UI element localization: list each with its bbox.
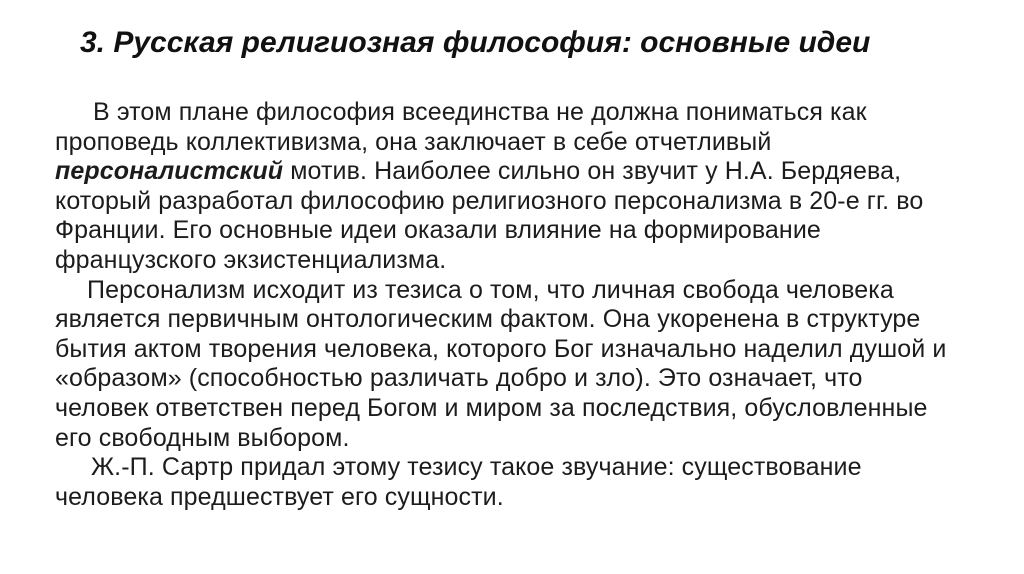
- slide-title: 3. Русская религиозная философия: основные идеи: [80, 26, 871, 59]
- paragraph-1-line-3: [55, 157, 1015, 187]
- paragraph-1: [55, 98, 1015, 276]
- paragraph-2-line-3: бытия актом творения человека, которого Бог изначально наделил душой и: [55, 334, 947, 363]
- paragraph-3-line-2: человека предшествует его сущности.: [55, 482, 504, 511]
- paragraph-1-line-5: Франции. Его основные идеи оказали влияние на формирование: [55, 216, 821, 245]
- personalist-emphasis: персоналистский: [55, 157, 284, 186]
- paragraph-2-line-5: человек ответствен перед Богом и миром за последствия, обусловленные: [55, 393, 928, 422]
- paragraph-1-line-2: проповедь коллективизма, она заключает в себе отчетливый: [55, 127, 772, 156]
- paragraph-3: [55, 453, 1015, 512]
- slide-body: [55, 98, 1015, 512]
- paragraph-2-line-4: «образом» (способностью различать добро и зло). Это означает, что: [55, 364, 863, 393]
- paragraph-3-line-1: Ж.-П. Сартр придал этому тезису такое звучание: существование: [91, 453, 862, 482]
- paragraph-1-line-1: В этом плане философия всеединства не должна пониматься как: [93, 98, 867, 126]
- paragraph-2: [55, 276, 1015, 454]
- paragraph-1-line-3-rest: мотив. Наиболее сильно он звучит у Н.А. Бердяева,: [283, 157, 902, 186]
- paragraph-1-line-4: который разработал философию религиозного персонализма в 20-е гг. во: [55, 186, 924, 215]
- paragraph-2-line-1: Персонализм исходит из тезиса о том, что личная свобода человека: [87, 275, 894, 304]
- paragraph-2-line-2: является первичным онтологическим фактом. Она укоренена в структуре: [55, 305, 921, 334]
- paragraph-2-line-6: его свободным выбором.: [55, 423, 350, 452]
- paragraph-1-line-6: французского экзистенциализма.: [55, 245, 447, 274]
